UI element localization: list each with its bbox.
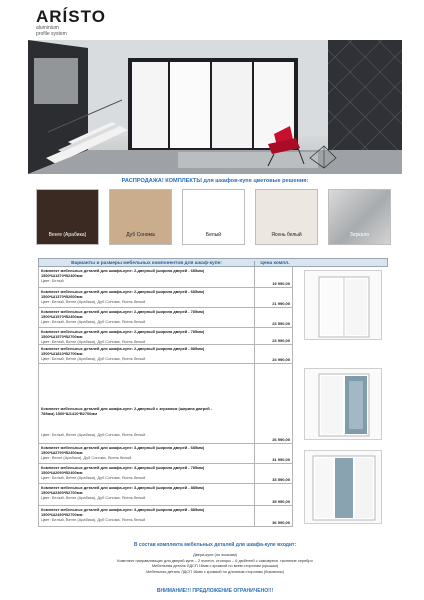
row-colors: Цвет: Белый, Венге (Арабика), Дуб Сонома, Ясень белый [41, 319, 146, 325]
limited-offer-notice: ВНИМАНИЕ!!! ПРЕДЛОЖЕНИЕ ОГРАНИЧЕНО!!! [156, 588, 274, 594]
table-row [38, 345, 293, 364]
row-title: Комплект мебельных деталей для шкафа-купе: 3-дверный (ширина дверей - 785мм) [41, 465, 205, 470]
row-colors: Цвет: Белый, Венге (Арабика), Дуб Сонома, Ясень белый [41, 356, 146, 362]
row-size: 1500*Ш2390*В2700мм [41, 490, 83, 496]
kit-contents-list [28, 552, 402, 574]
row-price: 35 990,00 [272, 499, 290, 504]
table-row [38, 267, 293, 288]
swatch-sonoma-oak [109, 189, 172, 245]
row-title: Комплект мебельных деталей для шкафа-купе: 2-дверный (ширина дверей - 685мм) [41, 289, 205, 294]
kit-item: Мебельная деталь ЛДСП 16мм с кромкой по всем сторонам (крышки) [151, 563, 279, 569]
brand-tagline-1: aluminium [36, 25, 59, 31]
price-table [38, 258, 388, 529]
row-price: 31 990,00 [272, 457, 290, 462]
swatch-label: Белый [205, 232, 222, 238]
row-colors: Цвет: Белый, Венге (Арабика), Дуб Сонома, Ясень белый [41, 339, 146, 345]
brand-logo [36, 8, 106, 37]
row-price: 26 990,00 [272, 437, 290, 442]
row-title: Комплект мебельных деталей для шкафа-купе: 2-дверный (ширина дверей - 785мм) [41, 309, 205, 314]
row-size: 1500*Ш2790*В2400мм [41, 450, 83, 456]
row-size: 1500*Ш1370*В2600мм [41, 294, 83, 300]
row-title: Комплект мебельных деталей для шкафа-купе: 3-дверный (ширина дверей - 885мм) [41, 507, 205, 512]
row-colors: Цвет: Белый, Венге (Арабика), Дуб Сонома, Ясень белый [41, 299, 146, 305]
color-swatches [36, 189, 391, 245]
row-size: 1500*Ш2090*В2400мм [41, 470, 83, 476]
column-header-components: Варианты и размеры мебельных компонентов для шкаф-купе: [71, 260, 222, 266]
swatch-white [182, 189, 245, 245]
row-price: 33 590,00 [272, 477, 290, 482]
swatch-label: Зеркало [349, 232, 370, 238]
swatch-label: Дуб Сонома [126, 232, 155, 238]
wardrobe-2door-thumbnail [304, 270, 382, 340]
hero-interior-photo [28, 40, 402, 174]
row-colors: Цвет: Белый [41, 278, 64, 284]
table-header [38, 258, 388, 267]
promo-heading: РАСПРОДАЖА! КОМПЛЕКТЫ для шкафов-купе цветовые решения: [121, 178, 309, 184]
swatch-white-ash [255, 189, 318, 245]
swatch-mirror [328, 189, 391, 245]
row-colors: Цвет: Белый, Венге (Арабика), Дуб Сонома, Ясень белый [41, 517, 146, 523]
swatch-label: Венге (Арабика) [48, 232, 87, 238]
row-title: Комплект мебельных деталей для шкафа-купе: 2-дверный с зеркалом (ширина дверей - [41, 406, 213, 411]
kit-item: Двери-купе (по эскизам) [193, 552, 237, 557]
kit-item: Мебельная деталь ЛДСП 16мм с кромкой по длинным сторонам (боковины) [146, 568, 284, 574]
row-size: 1500*Ш1810*В2700мм [41, 351, 83, 357]
table-row [38, 444, 293, 464]
row-price: 23 590,00 [272, 321, 290, 326]
row-size: 785мм) 1500*Ш1410*В2700мм [41, 411, 98, 417]
table-row [38, 288, 293, 308]
row-title: Комплект мебельных деталей для шкафа-купе: 3-дверный (ширина дверей - 685мм) [41, 445, 205, 450]
row-price: 21 990,00 [272, 301, 290, 306]
row-price: 36 990,00 [272, 520, 290, 525]
kit-contents-heading: В состав комплекта мебельных деталей для шкафа-купе входит: [133, 542, 297, 548]
kit-item: Комплект направляющих для дверей купе – 2 ячеечн. стопоры – 6 дюбелей с самоврезн. тиснение серебро [117, 557, 313, 563]
row-size: 1500*Ш2490*В2700мм [41, 512, 83, 518]
hero-illustration [28, 40, 402, 174]
row-price: 19 990,00 [272, 281, 290, 286]
row-title: Комплект мебельных деталей для шкафа-купе: 2-дверный (ширина дверей - 685мм) [41, 268, 205, 273]
brand-tagline-2: profile system [36, 31, 67, 37]
swatch-label: Ясень белый [271, 232, 302, 238]
row-price: 24 990,00 [272, 357, 290, 362]
table-row [38, 484, 293, 506]
swatch-wenge [36, 189, 99, 245]
table-row [38, 506, 293, 527]
table-row [38, 364, 293, 444]
row-title: Комплект мебельных деталей для шкафа-купе: 3-дверный (ширина дверей - 885мм) [41, 485, 205, 490]
row-colors: Цвет: Белый, Венге (Арабика), Дуб Сонома, Ясень белый [41, 495, 146, 501]
row-colors: Цвет: Белый, Венге (Арабика), Дуб Сонома, Ясень белый [41, 432, 146, 437]
row-colors: Цвет: Белый, Венге (Арабика), Дуб Сонома, Ясень белый [41, 475, 146, 481]
wardrobe-3door-thumbnail [304, 450, 382, 524]
column-header-price: Цена компл. [254, 261, 295, 270]
row-colors: Цвет: Венге (Арабика), Дуб Сонома, Ясень белый [41, 455, 132, 461]
wardrobe-mirror-thumbnail [304, 368, 382, 440]
table-row [38, 328, 293, 345]
row-price: 23 990,00 [272, 338, 290, 343]
row-size: 1500*Ш1370*В2400мм [41, 273, 83, 279]
row-title: Комплект мебельных деталей для шкафа-купе: 2-дверный (ширина дверей - 785мм) [41, 329, 205, 334]
row-size: 1500*Ш1570*В2700мм [41, 334, 83, 340]
table-row [38, 308, 293, 328]
brand-name: ARÍSTO [36, 7, 106, 26]
row-title: Комплект мебельных деталей для шкафа-купе: 2-дверный (ширина дверей - 885мм) [41, 346, 205, 351]
table-row [38, 464, 293, 484]
row-size: 1500*Ш1570*В2400мм [41, 314, 83, 320]
